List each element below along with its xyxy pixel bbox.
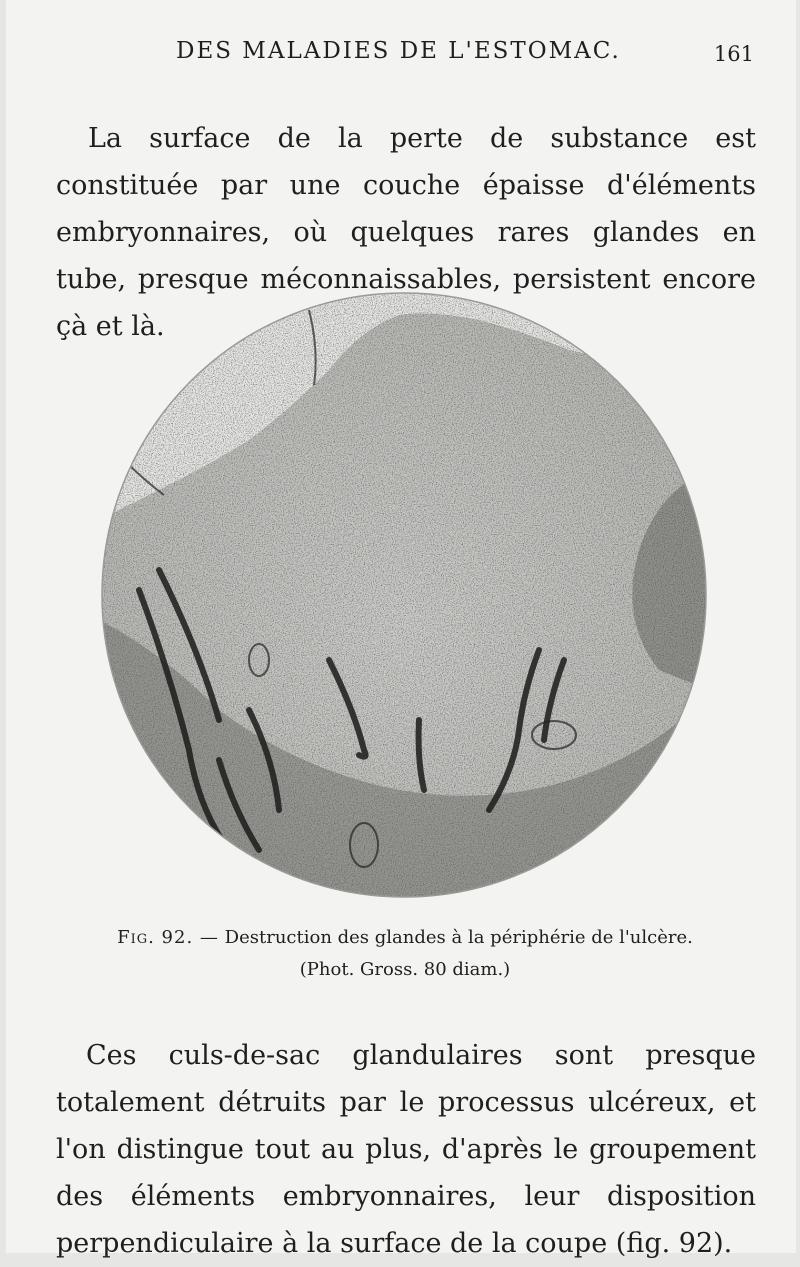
paragraph-intro: La surface de la perte de substance est constituée par une couche épaisse d'éléments embryonnaires, où quelques rares glandes en tube, presque méconnaissables, persistent encore çà et là. — [56, 123, 756, 342]
page-number: 161 — [713, 42, 754, 66]
figure-caption-text: Destruction des glandes à la périphérie de l'ulcère. — [224, 927, 693, 948]
micrograph-figure — [99, 290, 709, 900]
figure-caption — [54, 922, 756, 986]
figure-label: Fig. 92. — — [117, 927, 219, 948]
book-page — [6, 0, 796, 1259]
running-title: DES MALADIES DE L'ESTOMAC. — [176, 38, 621, 64]
paragraph-body: Ces culs-de-sac glandulaires sont presque totalement détruits par le processus ulcéreux, et l'on distingue tout au plus, d'après le groupement des éléments embryonnaires, leur disposition perpendiculaire à la surface de la coupe (fig. 92). — [56, 1040, 756, 1259]
figure-credit: (Phot. Gross. 80 diam.) — [299, 959, 511, 980]
micrograph-image — [99, 290, 709, 900]
